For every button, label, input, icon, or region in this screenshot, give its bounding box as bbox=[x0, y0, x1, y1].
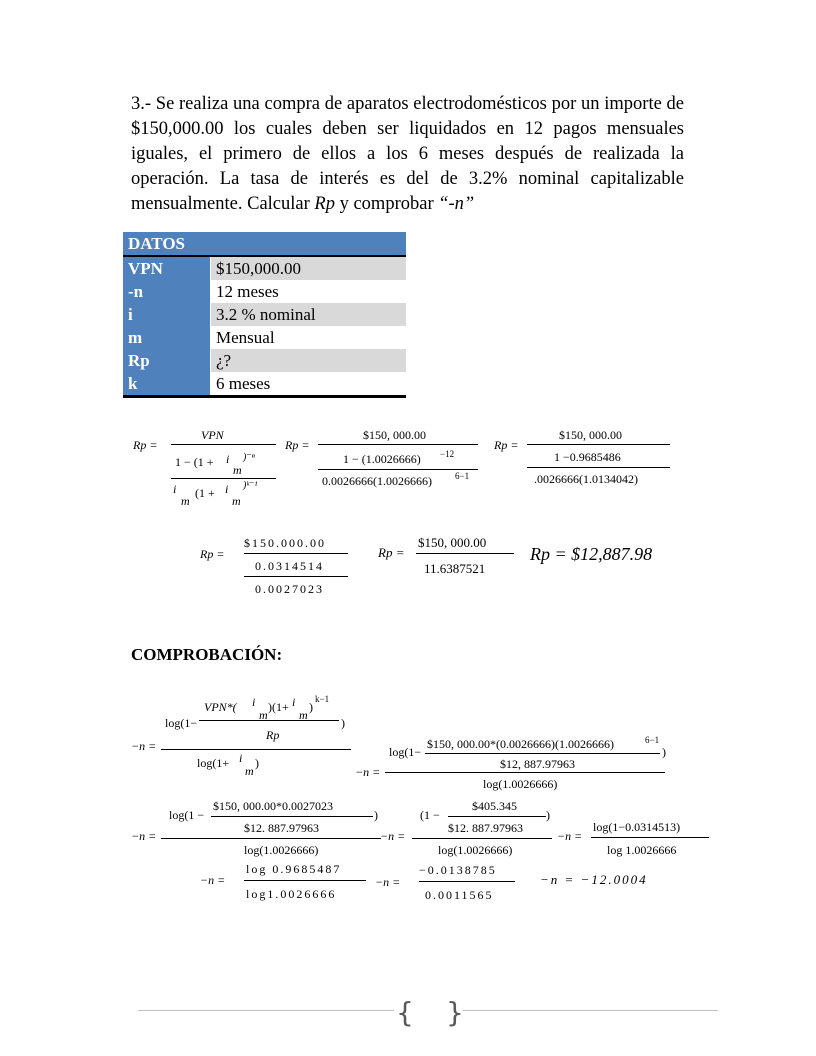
formula-num: $150, 000.00 bbox=[418, 535, 487, 550]
table-value: 3.2 % nominal bbox=[211, 303, 407, 326]
check-i: i bbox=[239, 751, 243, 765]
formula-den2: (1 + bbox=[195, 486, 215, 500]
check-lhs: −n = bbox=[557, 829, 583, 843]
problem-rp: Rp bbox=[314, 194, 335, 214]
check-mid: $12. 887.97963 bbox=[448, 821, 523, 835]
check-log: log(1− bbox=[389, 745, 422, 759]
formula-lhs: Rp = bbox=[494, 438, 519, 452]
problem-text-2: y comprobar bbox=[334, 194, 439, 214]
check-close: ) bbox=[546, 808, 550, 822]
formula-den1: 0.0314514 bbox=[255, 559, 324, 573]
result-text: Rp = $12,887.98 bbox=[530, 544, 653, 564]
check-result bbox=[540, 872, 670, 894]
check-lhs: −n = bbox=[131, 829, 157, 843]
check-result-text: −n = −12.0004 bbox=[540, 872, 648, 887]
formula-i: i bbox=[173, 482, 177, 496]
formula-lhs: Rp = bbox=[285, 438, 310, 452]
formula-general bbox=[133, 428, 278, 513]
formula-m: m bbox=[232, 494, 241, 508]
table-key: VPN bbox=[123, 256, 211, 280]
footer-bracket-left: { bbox=[396, 996, 414, 1029]
problem-statement bbox=[131, 92, 684, 217]
check-general bbox=[131, 692, 356, 782]
check-step5 bbox=[557, 820, 717, 862]
check-den: log 1.0026666 bbox=[607, 843, 677, 857]
check-top3: ) bbox=[309, 700, 313, 714]
check-num: $150, 000.00*(0.0026666)(1.0026666) bbox=[427, 737, 614, 751]
check-top1: VPN*( bbox=[204, 700, 237, 714]
formula-exp2: )ᵏ⁻¹ bbox=[243, 480, 258, 491]
formula-den1: 1 − (1 + bbox=[175, 455, 214, 469]
check-den: log(1.0026666) bbox=[244, 843, 319, 857]
table-value: 6 meses bbox=[211, 372, 407, 397]
formula-num: VPN bbox=[201, 428, 224, 442]
formula-den1: 1 −0.9685486 bbox=[554, 450, 621, 464]
formula-step3 bbox=[494, 428, 674, 493]
check-lhs: −n = bbox=[380, 829, 406, 843]
formula-exp1: )⁻ⁿ bbox=[243, 452, 255, 463]
check-top2: )(1+ bbox=[268, 700, 289, 714]
formula-step5 bbox=[378, 535, 518, 580]
formula-den2: .0026666(1.0134042) bbox=[534, 472, 638, 486]
check-m: m bbox=[299, 708, 308, 722]
check-num: log 0.9685487 bbox=[246, 862, 342, 876]
footer-line-left bbox=[138, 1010, 394, 1011]
check-step4 bbox=[380, 797, 555, 862]
check-lhs: −n = bbox=[131, 739, 157, 753]
formula-den1: 1 − (1.0026666) bbox=[343, 452, 421, 466]
check-den: log(1+ bbox=[197, 756, 230, 770]
check-num: $150, 000.00*0.0027023 bbox=[213, 799, 333, 813]
table-value: Mensual bbox=[211, 326, 407, 349]
check-lhs: −n = bbox=[200, 873, 226, 887]
check-lhs: −n = bbox=[355, 765, 381, 779]
check-exp: 6−1 bbox=[645, 735, 660, 745]
check-den: log(1.0026666) bbox=[483, 777, 558, 791]
formula-lhs: Rp = bbox=[378, 545, 405, 560]
table-value: 12 meses bbox=[211, 280, 407, 303]
check-step2 bbox=[355, 735, 670, 795]
formula-m: m bbox=[181, 494, 190, 508]
check-close: ) bbox=[341, 716, 345, 730]
footer-line-right bbox=[463, 1010, 718, 1011]
check-step7 bbox=[375, 863, 525, 913]
table-header: DATOS bbox=[123, 232, 406, 256]
formula-lhs: Rp = bbox=[133, 438, 158, 452]
check-lhs: −n = bbox=[375, 875, 401, 889]
check-mid: $12, 887.97963 bbox=[500, 757, 575, 771]
formula-den2: 0.0027023 bbox=[255, 582, 324, 596]
check-close: ) bbox=[662, 745, 666, 759]
check-log: log(1 − bbox=[169, 808, 205, 822]
table-key: i bbox=[123, 303, 211, 326]
check-step3 bbox=[131, 797, 386, 862]
table-key: Rp bbox=[123, 349, 211, 372]
formula-num: $150, 000.00 bbox=[363, 428, 426, 442]
check-exp: k−1 bbox=[315, 694, 330, 704]
check-num: $405.345 bbox=[472, 799, 517, 813]
check-step6 bbox=[200, 862, 370, 912]
formula-m: m bbox=[233, 463, 242, 477]
footer-bracket-right: } bbox=[446, 996, 464, 1029]
problem-n: “-n” bbox=[438, 194, 475, 214]
formula-num: $150.000.00 bbox=[244, 536, 326, 550]
check-i: i bbox=[252, 695, 256, 709]
check-i: i bbox=[292, 695, 296, 709]
formula-exp2: 6−1 bbox=[455, 471, 470, 481]
formula-den: 11.6387521 bbox=[424, 561, 486, 576]
formula-num: $150, 000.00 bbox=[559, 428, 622, 442]
formula-lhs: Rp = bbox=[200, 547, 225, 561]
check-open: (1 − bbox=[420, 808, 440, 822]
check-rp: Rp bbox=[266, 728, 280, 742]
problem-text-1: 3.- Se realiza una compra de aparatos electrodomésticos por un importe de $150,000.00 los cuales deben ser liquidados en 12 pagos mensuales iguales, el primero de ellos a los 6 meses después de realizada la operación. La tasa de interés es del de 3.2% nominal capitalizable mensualmente. Calcular bbox=[131, 94, 684, 214]
check-den-close: ) bbox=[255, 756, 259, 770]
check-close: ) bbox=[374, 808, 378, 822]
check-mid: $12. 887.97963 bbox=[244, 821, 319, 835]
formula-result bbox=[530, 544, 660, 569]
check-heading: COMPROBACIÓN: bbox=[131, 645, 283, 664]
check-den: log(1.0026666) bbox=[438, 843, 513, 857]
check-m: m bbox=[259, 708, 268, 722]
check-den: log1.0026666 bbox=[246, 887, 337, 901]
check-m: m bbox=[245, 764, 254, 778]
formula-i: i bbox=[225, 482, 229, 496]
check-den: 0.0011565 bbox=[425, 888, 494, 902]
formula-den2: 0.0026666(1.0026666) bbox=[322, 474, 432, 488]
check-num: −0.0138785 bbox=[419, 863, 497, 877]
formula-exp1: −12 bbox=[440, 449, 455, 459]
table-key: k bbox=[123, 372, 211, 397]
check-num: log(1−0.0314513) bbox=[593, 820, 681, 834]
formula-substituted bbox=[285, 428, 480, 493]
formula-i: i bbox=[226, 452, 230, 466]
data-table bbox=[123, 232, 406, 398]
table-key: -n bbox=[123, 280, 211, 303]
table-value: ¿? bbox=[211, 349, 407, 372]
table-key: m bbox=[123, 326, 211, 349]
table-value: $150,000.00 bbox=[211, 256, 407, 280]
formula-step4 bbox=[200, 536, 350, 601]
check-log: log(1− bbox=[165, 716, 198, 730]
